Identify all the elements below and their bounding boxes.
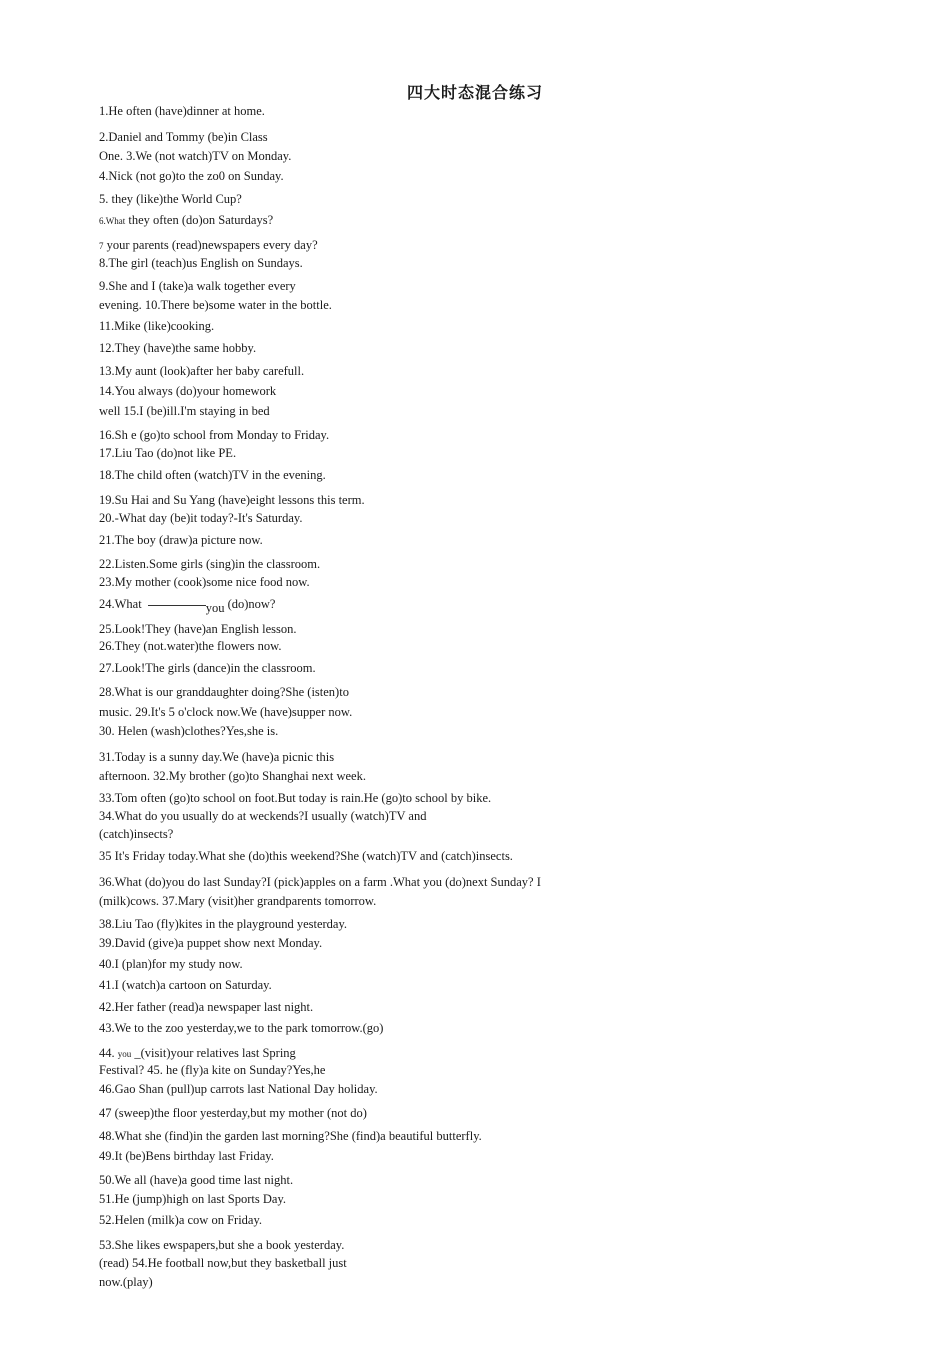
exercise-line: [99, 556, 320, 572]
exercise-text: 51.He (jump)high on last Sports Day.: [99, 1192, 287, 1206]
exercise-text: 41.I (watch)a cartoon on Saturday.: [99, 978, 272, 992]
exercise-line: [99, 168, 284, 184]
exercise-line: [99, 1045, 296, 1062]
exercise-text: 13.My aunt (look)after her baby carefull.: [99, 364, 305, 378]
exercise-text-after: (do)now?: [227, 597, 276, 611]
exercise-text: 11.Mike (like)cooking.: [99, 319, 215, 333]
exercise-text: 33.Tom often (go)to school on foot.But today is rain.He (go)to school by bike.: [99, 791, 492, 805]
exercise-line: [99, 103, 265, 119]
exercise-line: [99, 768, 366, 784]
exercise-text: now.(play): [99, 1275, 153, 1289]
exercise-text: afternoon. 32.My brother (go)to Shanghai next week.: [99, 769, 366, 783]
exercise-line: [99, 704, 352, 720]
exercise-text: 52.Helen (milk)a cow on Friday.: [99, 1213, 263, 1227]
exercise-text: 17.Liu Tao (do)not like PE.: [99, 446, 237, 460]
exercise-text: they often (do)on Saturdays?: [128, 213, 274, 227]
exercise-text: 28.What is our granddaughter doing?She (isten)to: [99, 685, 349, 699]
exercise-line: [99, 977, 272, 993]
exercise-line: [99, 1212, 262, 1228]
exercise-text-after: _(visit)your relatives last Spring: [134, 1046, 296, 1060]
exercise-text: 42.Her father (read)a newspaper last night.: [99, 1000, 314, 1014]
exercise-text: 1.He often (have)dinner at home.: [99, 104, 265, 118]
exercise-text: 44.: [99, 1046, 115, 1060]
exercise-line: [99, 297, 332, 313]
exercise-text: 43.We to the zoo yesterday,we to the park tomorrow.(go): [99, 1021, 384, 1035]
exercise-text: 4.Nick (not go)to the zo0 on Sunday.: [99, 169, 284, 183]
exercise-text: 50.We all (have)a good time last night.: [99, 1173, 294, 1187]
exercise-text: 36.What (do)you do last Sunday?I (pick)apples on a farm .What you (do)next Sunday? I: [99, 875, 541, 889]
exercise-line: [99, 660, 316, 676]
exercise-text: 26.They (not.water)the flowers now.: [99, 639, 282, 653]
exercise-subject: you: [117, 1049, 132, 1059]
exercise-text: Festival? 45. he (fly)a kite on Sunday?Yes,he: [99, 1063, 326, 1077]
exercise-line: [99, 749, 334, 765]
exercise-text: One. 3.We (not watch)TV on Monday.: [99, 149, 292, 163]
exercise-line: [99, 826, 173, 842]
exercise-line: [99, 383, 276, 399]
exercise-text: 38.Liu Tao (fly)kites in the playground yesterday.: [99, 917, 348, 931]
exercise-text: 24.What: [99, 597, 142, 611]
exercise-line: [99, 237, 318, 254]
exercise-line: [99, 848, 513, 864]
exercise-text: 40.I (plan)for my study now.: [99, 957, 243, 971]
exercise-text: 53.She likes ewspapers,but she a book yesterday.: [99, 1238, 345, 1252]
exercise-text: 5. they (like)the World Cup?: [99, 192, 242, 206]
exercise-text: 14.You always (do)your homework: [99, 384, 277, 398]
exercise-line: [99, 212, 273, 229]
exercise-text: 12.They (have)the same hobby.: [99, 341, 257, 355]
exercise-text: 46.Gao Shan (pull)up carrots last National Day holiday.: [99, 1082, 378, 1096]
exercise-text: 9.She and I (take)a walk together every: [99, 279, 296, 293]
exercise-subject: you: [205, 601, 225, 615]
exercise-line: [99, 1274, 153, 1290]
exercise-line: [99, 1020, 383, 1036]
exercise-line: [99, 318, 214, 334]
exercise-line: [99, 445, 236, 461]
exercise-text: (read) 54.He football now,but they basketball just: [99, 1256, 347, 1270]
exercise-line: [99, 874, 541, 890]
exercise-line: [99, 638, 281, 654]
exercise-line: [99, 1062, 325, 1078]
exercise-text: 21.The boy (draw)a picture now.: [99, 533, 263, 547]
exercise-text: 39.David (give)a puppet show next Monday.: [99, 936, 323, 950]
exercise-line: [99, 621, 297, 637]
exercise-text: 48.What she (find)in the garden last morning?She (find)a beautiful butterfly.: [99, 1129, 482, 1143]
exercise-line: [99, 1105, 367, 1121]
exercise-text: 16.Sh e (go)to school from Monday to Friday.: [99, 428, 330, 442]
exercise-text: 8.The girl (teach)us English on Sundays.: [99, 256, 303, 270]
exercise-text: (catch)insects?: [99, 827, 174, 841]
exercise-line: [99, 255, 303, 271]
exercise-line: [99, 893, 376, 909]
exercise-text: 35 It's Friday today.What she (do)this weekend?She (watch)TV and (catch)insects.: [99, 849, 513, 863]
exercise-text: well 15.I (be)ill.I'm staying in bed: [99, 404, 270, 418]
exercise-text: (milk)cows. 37.Mary (visit)her grandparents tomorrow.: [99, 894, 377, 908]
exercise-line: [99, 403, 270, 419]
exercise-line: [99, 574, 310, 590]
exercise-line: [99, 1255, 347, 1271]
exercise-line: [99, 935, 322, 951]
exercise-text: 19.Su Hai and Su Yang (have)eight lessons this term.: [99, 493, 365, 507]
exercise-line: [99, 1172, 293, 1188]
exercise-prefix: 7: [99, 241, 104, 251]
exercise-line: [99, 808, 426, 824]
exercise-text: 22.Listen.Some girls (sing)in the classroom.: [99, 557, 321, 571]
exercise-text: 31.Today is a sunny day.We (have)a picnic this: [99, 750, 335, 764]
exercise-line: [99, 790, 491, 806]
exercise-text: 23.My mother (cook)some nice food now.: [99, 575, 310, 589]
exercise-text: 30. Helen (wash)clothes?Yes,she is.: [99, 724, 279, 738]
exercise-line: [99, 191, 242, 207]
exercise-line: [99, 1148, 274, 1164]
exercise-text: 18.The child often (watch)TV in the evening.: [99, 468, 326, 482]
exercise-text: 49.It (be)Bens birthday last Friday.: [99, 1149, 274, 1163]
exercise-line: [99, 532, 263, 548]
exercise-line: [99, 510, 302, 526]
exercise-line: [99, 684, 349, 700]
exercise-text: 20.-What day (be)it today?-It's Saturday.: [99, 511, 303, 525]
exercise-line: [99, 956, 243, 972]
exercise-text: 34.What do you usually do at weckends?I usually (watch)TV and: [99, 809, 427, 823]
exercise-line: [99, 1128, 482, 1144]
exercise-text: evening. 10.There be)some water in the bottle.: [99, 298, 332, 312]
exercise-line: [99, 427, 329, 443]
exercise-line: [99, 467, 326, 483]
worksheet-title: 四大时态混合练习: [406, 83, 543, 102]
exercise-line: [99, 916, 347, 932]
exercise-line: [99, 278, 296, 294]
exercise-line: [99, 1191, 286, 1207]
exercise-prefix: 6.What: [99, 216, 126, 226]
answer-blank: [148, 605, 206, 606]
exercise-text: your parents (read)newspapers every day?: [106, 238, 318, 252]
exercise-text: 2.Daniel and Tommy (be)in Class: [99, 130, 268, 144]
exercise-line: [99, 999, 313, 1015]
exercise-line: [99, 1237, 344, 1253]
exercise-line: [99, 596, 275, 616]
exercise-line: [99, 723, 278, 739]
exercise-text: 47 (sweep)the floor yesterday,but my mother (not do): [99, 1106, 367, 1120]
exercise-text: music. 29.It's 5 o'clock now.We (have)supper now.: [99, 705, 353, 719]
exercise-line: [99, 148, 291, 164]
exercise-line: [99, 340, 256, 356]
exercise-line: [99, 1081, 378, 1097]
exercise-line: [99, 363, 304, 379]
exercise-text: 27.Look!The girls (dance)in the classroom.: [99, 661, 316, 675]
exercise-line: [99, 492, 365, 508]
exercise-line: [99, 129, 268, 145]
exercise-text: 25.Look!They (have)an English lesson.: [99, 622, 297, 636]
